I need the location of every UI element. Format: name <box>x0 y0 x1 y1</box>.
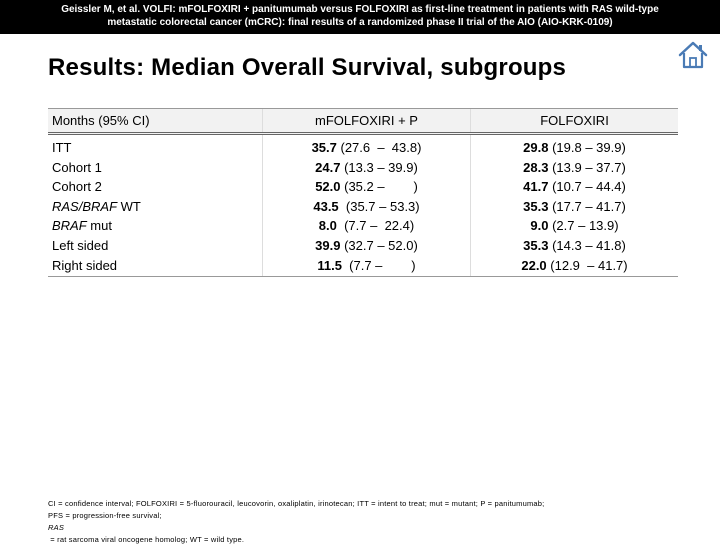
row-label <box>48 197 263 217</box>
cell-folfoxiri <box>471 256 679 277</box>
cell-mfolfoxiri-p <box>263 134 471 158</box>
table-row <box>48 216 678 236</box>
cell-mfolfoxiri-p <box>263 216 471 236</box>
table-row <box>48 158 678 178</box>
row-label-italic: BRAF <box>52 218 87 234</box>
banner-line-2: metastatic colorectal cancer (mCRC): final results of a randomized phase II trial of the AIO (AIO-KRK-0109) <box>107 17 613 28</box>
row-label-rest: mut <box>86 218 112 234</box>
median-value: 43.5 <box>313 198 339 214</box>
slide-title: Results: Median Overall Survival, subgroups <box>48 54 567 81</box>
footnote-line-2 <box>48 510 668 546</box>
median-value: 35.3 <box>523 237 549 253</box>
ci-value: (7.7 – ) <box>341 257 416 273</box>
header-months-ci: Months (95% CI) <box>48 109 263 134</box>
ci-value: (19.8 – 39.9) <box>548 140 626 155</box>
median-value: 41.7 <box>523 179 549 195</box>
row-label: Cohort 2 <box>52 179 102 195</box>
table-row <box>48 134 678 158</box>
footnote-italic: RAS <box>48 523 65 532</box>
ci-value: (32.7 – 52.0) <box>340 237 418 253</box>
ci-value: (14.3 – 41.8) <box>548 237 626 253</box>
row-label: Cohort 1 <box>52 159 102 175</box>
header-folfoxiri: FOLFOXIRI <box>471 109 679 134</box>
median-value: 35.7 <box>311 140 337 155</box>
ci-value: (17.7 – 41.7) <box>548 198 626 214</box>
cell-mfolfoxiri-p <box>263 256 471 277</box>
cell-folfoxiri <box>471 177 679 197</box>
cell-folfoxiri <box>471 158 679 178</box>
ci-value: (2.7 – 13.9) <box>548 218 619 234</box>
median-value: 24.7 <box>315 159 341 175</box>
ci-value: (12.9 – 41.7) <box>546 257 628 273</box>
cell-mfolfoxiri-p <box>263 236 471 256</box>
row-label: Right sided <box>48 256 263 277</box>
table-row <box>48 256 678 277</box>
ci-value: (13.9 – 37.7) <box>548 159 626 175</box>
ci-value: (35.7 – 53.3) <box>338 198 420 214</box>
table-row <box>48 177 678 197</box>
median-value: 29.8 <box>523 140 549 155</box>
header-mfolfoxiri-p: mFOLFOXIRI + P <box>263 109 471 134</box>
table-row <box>48 197 678 217</box>
ci-value: (10.7 – 44.4) <box>548 179 626 195</box>
median-value: 22.0 <box>521 257 547 273</box>
cell-folfoxiri <box>471 216 679 236</box>
row-label <box>48 216 263 236</box>
ci-value: (7.7 – 22.4) <box>336 218 415 234</box>
row-label-italic: RAS/BRAF <box>52 198 118 214</box>
home-icon[interactable] <box>676 38 710 72</box>
results-table <box>48 108 678 277</box>
row-label-rest: WT <box>117 198 141 214</box>
ci-value: (35.2 – ) <box>340 179 418 195</box>
median-value: 9.0 <box>530 218 549 234</box>
ci-value: (13.3 – 39.9) <box>340 159 418 175</box>
footnote <box>48 498 668 546</box>
footnote-line-1: CI = confidence interval; FOLFOXIRI = 5-fluorouracil, leucovorin, oxaliplatin, irinotecan; ITT = intent to treat; mut = mutant; P = panitumumab; <box>48 499 545 508</box>
median-value: 11.5 <box>317 257 342 273</box>
table-row <box>48 236 678 256</box>
table-header-row <box>48 109 678 134</box>
footnote-text: = rat sarcoma viral oncogene homolog; WT = wild type. <box>48 535 245 544</box>
cell-mfolfoxiri-p <box>263 197 471 217</box>
cell-folfoxiri <box>471 236 679 256</box>
median-value: 8.0 <box>318 218 337 234</box>
row-label: Left sided <box>52 237 109 253</box>
cell-folfoxiri <box>471 197 679 217</box>
cell-mfolfoxiri-p <box>263 158 471 178</box>
median-value: 28.3 <box>523 159 549 175</box>
row-label: ITT <box>52 140 72 155</box>
ci-value: (27.6 – 43.8) <box>336 140 422 155</box>
median-value: 35.3 <box>523 198 549 214</box>
median-value: 52.0 <box>315 179 341 195</box>
top-banner <box>0 0 720 34</box>
median-value: 39.9 <box>315 237 341 253</box>
cell-mfolfoxiri-p <box>263 177 471 197</box>
cell-folfoxiri <box>471 134 679 158</box>
banner-line-1: Geissler M, et al. VOLFI: mFOLFOXIRI + panitumumab versus FOLFOXIRI as first-line treatment in patients with RAS wild-type <box>61 4 659 15</box>
footnote-text: PFS = progression-free survival; <box>48 511 165 520</box>
